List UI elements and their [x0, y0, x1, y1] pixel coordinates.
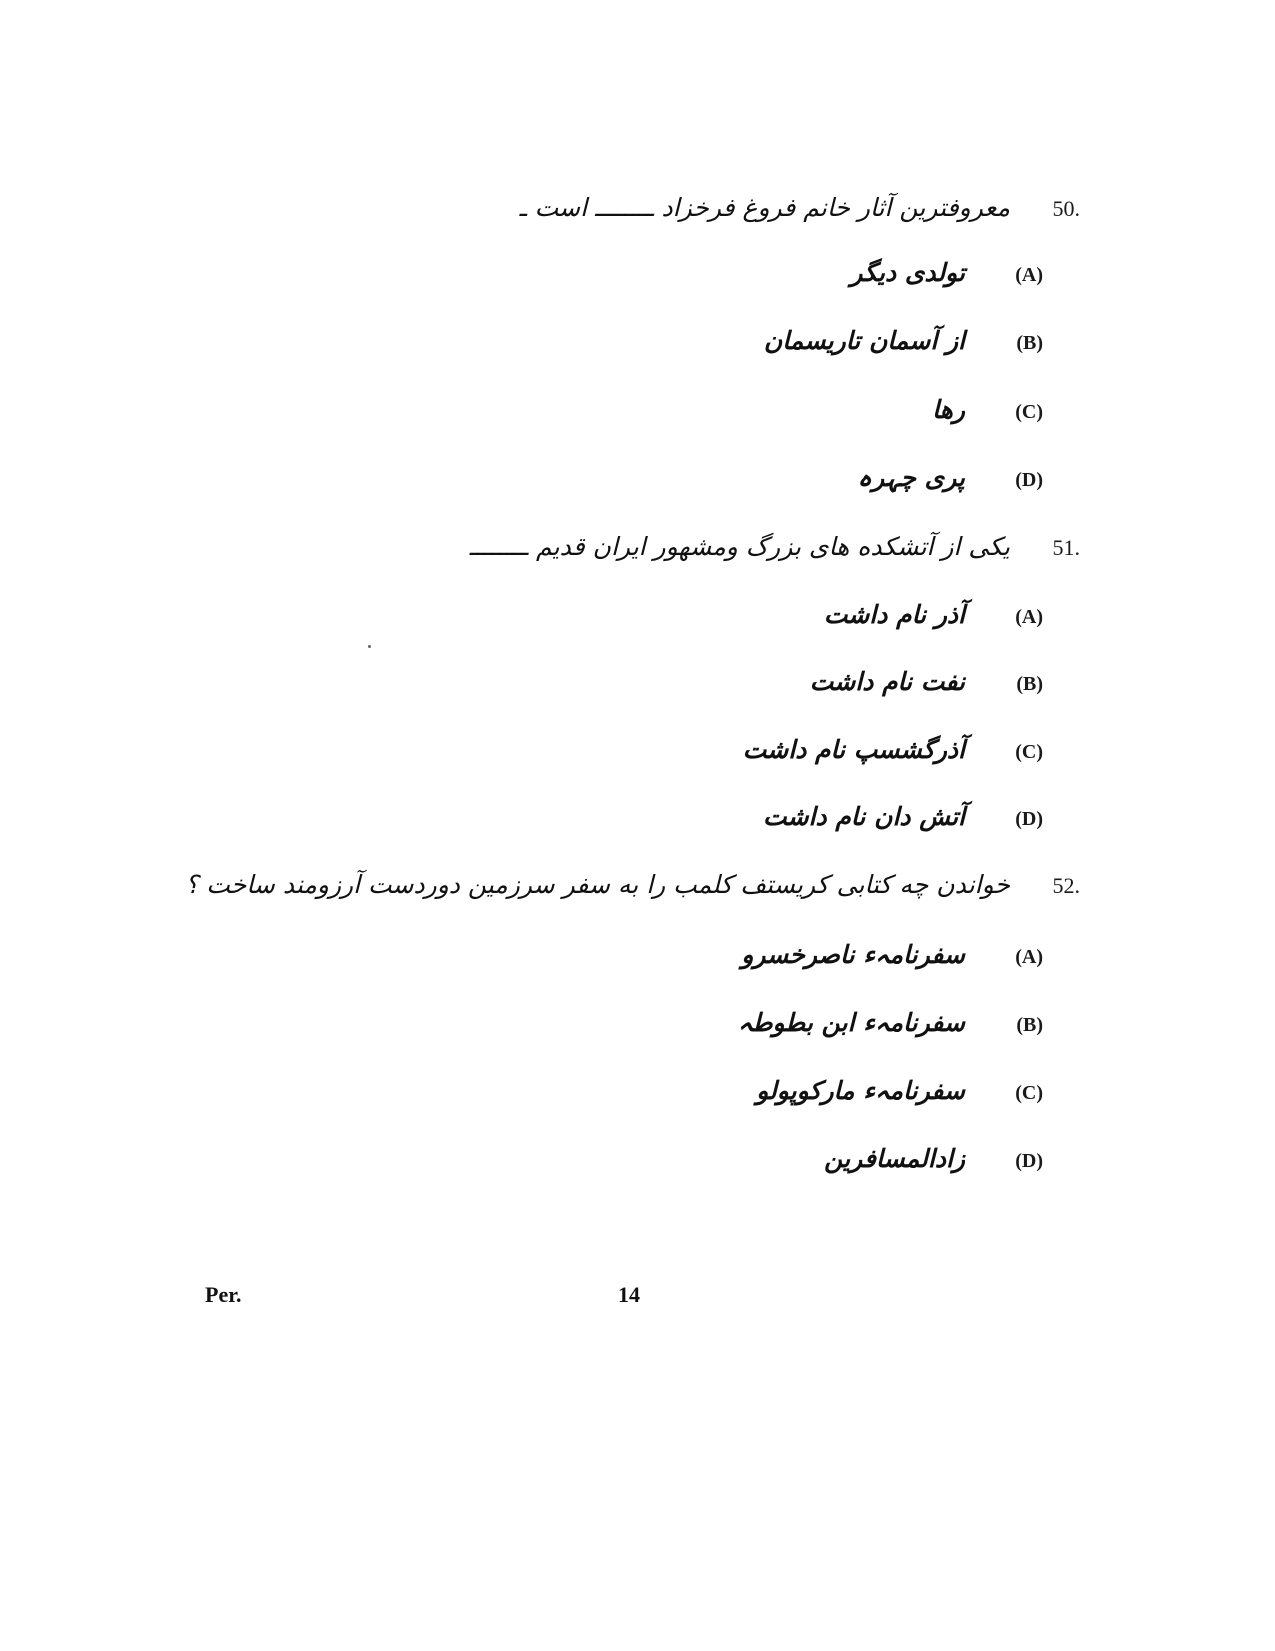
question-number: .52 — [1052, 873, 1080, 898]
option-text: زادالمسافرین — [824, 1144, 965, 1173]
option-52-d — [824, 1144, 1043, 1173]
question-51 — [469, 532, 1080, 561]
option-label: (C) — [1015, 401, 1043, 423]
option-text: آذرگشسپ نام داشت — [742, 735, 965, 764]
option-52-c — [756, 1076, 1043, 1105]
option-text: سفرنامہء مارکوپولو — [756, 1076, 965, 1105]
question-number: .50 — [1052, 196, 1080, 221]
option-50-b — [764, 326, 1043, 355]
option-label: (D) — [1015, 469, 1043, 491]
option-text: سفرنامہء ابن بطوطہ — [737, 1008, 965, 1037]
option-52-a — [741, 940, 1043, 969]
question-text: یکی از آتشکده های بزرگ ومشهور ایران قدیم ــــــــ — [469, 532, 1010, 561]
option-label: (B) — [1016, 673, 1043, 695]
subject-code: Per. — [205, 1282, 242, 1307]
question-text: معروفترین آثار خانم فروغ فرخزاد ــــــــ است ـ — [519, 193, 1010, 222]
option-label: (C) — [1015, 1082, 1043, 1104]
option-50-c — [932, 395, 1043, 424]
option-51-b — [810, 667, 1043, 696]
option-label: (C) — [1015, 741, 1043, 763]
option-50-d — [857, 463, 1043, 492]
option-label: (D) — [1015, 808, 1043, 830]
option-52-b — [738, 1008, 1043, 1037]
option-label: (A) — [1015, 946, 1043, 968]
option-label: (D) — [1015, 1150, 1043, 1172]
option-text: آتش دان نام داشت — [763, 802, 965, 831]
question-52 — [185, 870, 1080, 899]
option-51-d — [763, 802, 1043, 831]
question-text: خواندن چه کتابی کریستف کلمب را به سفر سرزمین دوردست آرزومند ساخت ؟ — [185, 870, 1010, 899]
option-50-a — [850, 258, 1043, 287]
option-text: نفت نام داشت — [809, 667, 965, 696]
option-label: (B) — [1016, 332, 1043, 354]
question-50 — [519, 193, 1080, 222]
option-text: پری چہرہ — [857, 463, 965, 492]
option-text: رها — [932, 395, 965, 424]
option-label: (A) — [1015, 264, 1043, 286]
option-51-a — [824, 600, 1043, 629]
option-text: از آسمان تاریسمان — [763, 326, 965, 355]
option-label: (B) — [1016, 1014, 1043, 1036]
option-51-c — [743, 735, 1043, 764]
question-number: .51 — [1052, 535, 1080, 560]
option-text: آذر نام داشت — [823, 600, 965, 629]
page-number: 14 — [618, 1282, 640, 1307]
option-text: تولدی دیگر — [850, 258, 965, 287]
option-label: (A) — [1015, 606, 1043, 628]
option-text: سفرنامہء ناصرخسرو — [741, 940, 965, 969]
scan-speck — [368, 645, 371, 648]
